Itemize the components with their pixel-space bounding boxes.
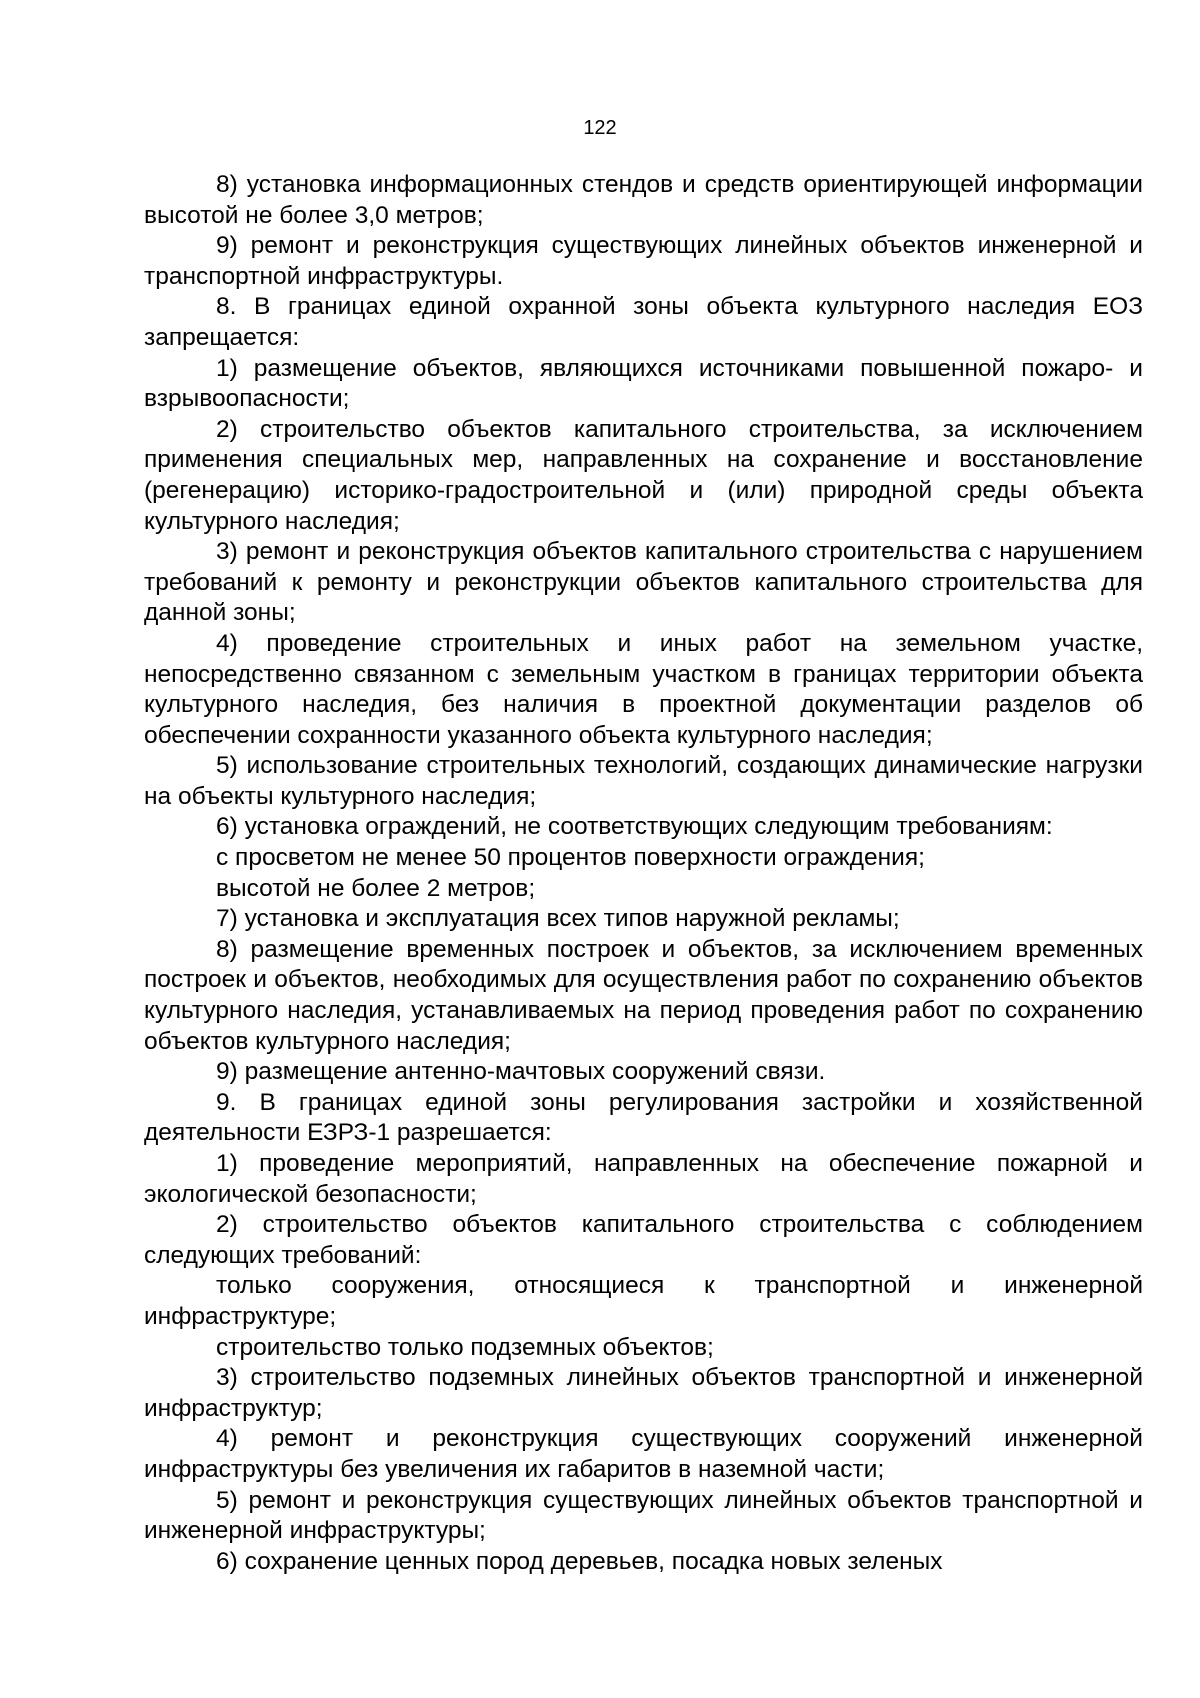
paragraph: 4) проведение строительных и иных работ на земельном участке, непосредственно связанном с земельным участком в границах территории объекта культурного наследия, без наличия в проектной документации разделов об обеспечении сохранности указанного объекта культурного наследия; <box>144 629 1143 749</box>
paragraph: 2) строительство объектов капитального строительства с соблюдением следующих требований: <box>144 1211 1143 1269</box>
paragraph: 3) ремонт и реконструкция объектов капитального строительства с нарушением требований к ремонту и реконструкции объектов капитального строительства для данной зоны; <box>144 538 1143 627</box>
paragraph: 8. В границах единой охранной зоны объекта культурного наследия ЕОЗ запрещается: <box>144 293 1143 351</box>
paragraph: 6) установка ограждений, не соответствующих следующим требованиям: <box>216 813 1053 841</box>
paragraph: 5) ремонт и реконструкция существующих линейных объектов транспортной и инженерной инфраструктуры; <box>144 1486 1143 1545</box>
paragraph: строительство только подземных объектов; <box>216 1333 714 1361</box>
paragraph: 8) размещение временных построек и объектов, за исключением временных построек и объектов, необходимых для осуществления работ по сохранению объектов культурного наследия, устанавливаемых на период проведения работ по сохранению объектов культурного наследия; <box>144 935 1143 1055</box>
paragraph: 4) ремонт и реконструкция существующих сооружений инженерной инфраструктуры без увеличения их габаритов в наземной части; <box>144 1425 1143 1483</box>
paragraph: 1) проведение мероприятий, направленных на обеспечение пожарной и экологической безопасности; <box>144 1150 1143 1208</box>
paragraph: 1) размещение объектов, являющихся источниками повышенной пожаро- и взрывоопасности; <box>144 354 1143 413</box>
paragraph: высотой не более 2 метров; <box>216 874 536 902</box>
paragraph: только сооружения, относящиеся к транспортной и инженерной инфраструктуре; <box>144 1272 1143 1330</box>
paragraph: 9) размещение антенно-мачтовых сооружений связи. <box>216 1058 826 1086</box>
paragraph: 2) строительство объектов капитального строительства, за исключением применения специальных мер, направленных на сохранение и восстановление (регенерацию) историко-градостроительной и (или) природной среды объекта культурного наследия; <box>144 415 1143 535</box>
paragraph: 3) строительство подземных линейных объектов транспортной и инженерной инфраструктур; <box>144 1364 1143 1422</box>
paragraph: 6) сохранение ценных пород деревьев, посадка новых зеленых <box>216 1547 943 1575</box>
paragraph: 9. В границах единой зоны регулирования застройки и хозяйственной деятельности ЕЗРЗ-1 разрешается: <box>144 1088 1143 1147</box>
document-body <box>144 170 1143 1577</box>
paragraph: с просветом не менее 50 процентов поверхности ограждения; <box>216 844 925 872</box>
paragraph: 5) использование строительных технологий, создающих динамические нагрузки на объекты культурного наследия; <box>144 752 1143 810</box>
paragraph: 7) установка и эксплуатация всех типов наружной рекламы; <box>216 905 900 933</box>
page-number: 122 <box>583 117 617 139</box>
paragraph: 8) установка информационных стендов и средств ориентирующей информации высотой не более 3,0 метров; <box>144 171 1143 229</box>
paragraph: 9) ремонт и реконструкция существующих линейных объектов инженерной и транспортной инфраструктуры. <box>144 232 1143 290</box>
